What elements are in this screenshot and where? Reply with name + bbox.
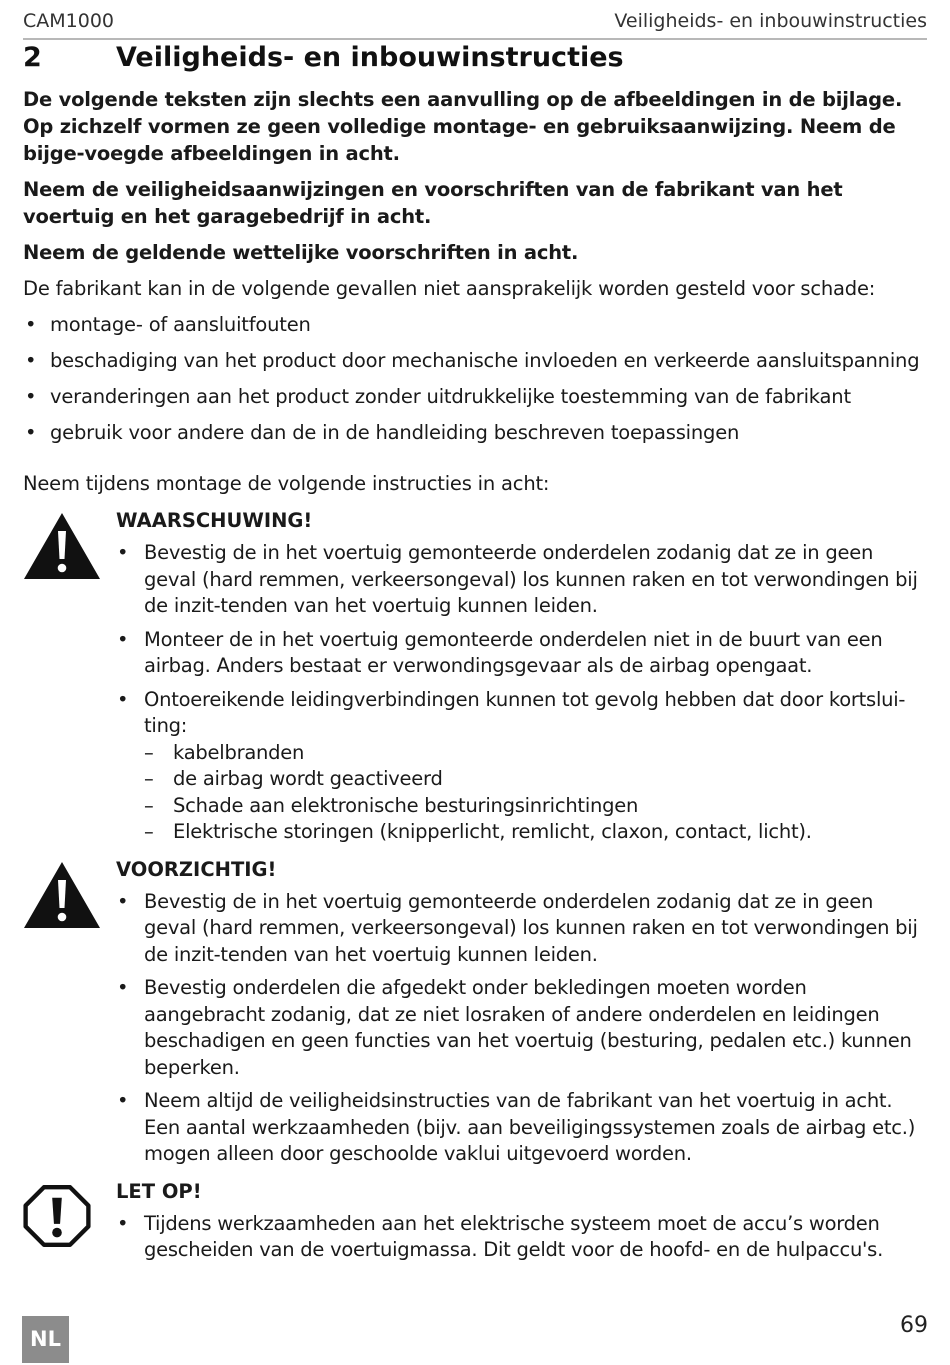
caution-list	[116, 889, 928, 1168]
bullet-icon: •	[25, 349, 37, 372]
sublist-item	[144, 740, 928, 767]
mounting-text: Neem tijdens montage de volgende instructies in acht:	[23, 472, 550, 495]
bullet-icon: •	[117, 687, 129, 711]
bullet-icon: •	[117, 1089, 129, 1112]
sublist-item	[144, 793, 928, 820]
intro-bold-paragraph: Neem de geldende wettelijke voorschriften in acht.	[23, 241, 579, 264]
list-item-text: Neem altijd de veiligheidsinstructies van de fabrikant van het voertuig in acht. Een aantal werkzaamheden (bijv. aan beveiligingssystemen zoals de airbag etc.) mogen alleen door geschoolde vaklui uitgevoerd worden.	[144, 1089, 916, 1165]
bullet-icon: •	[117, 889, 129, 913]
list-item	[116, 540, 928, 620]
dash-icon: –	[144, 793, 154, 817]
language-badge: NL	[22, 1316, 69, 1363]
list-item	[116, 627, 928, 680]
warning-block	[23, 507, 928, 846]
list-item-text: Ontoereikende leidingverbindingen kunnen tot gevolg hebben dat door kortslui-ting:	[144, 687, 906, 737]
sublist-item	[144, 819, 928, 846]
list-item-text: gebruik voor andere dan de in de handleiding beschreven toepassingen	[50, 421, 740, 444]
header-section: Veiligheids- en inbouwinstructies	[614, 10, 927, 32]
dash-icon: –	[144, 820, 154, 843]
notice-octagon-icon	[23, 1182, 91, 1250]
list-item-text: veranderingen aan het product zonder uitdrukkelijke toestemming van de fabrikant	[50, 385, 851, 408]
caution-title: VOORZICHTIG!	[116, 857, 277, 881]
list-item-text: Bevestig de in het voertuig gemonteerde onderdelen zodanig dat ze in geen geval (hard remmen, verkeersongeval) los kunnen raken en tot verwondingen bij de inzit-tenden van het voertuig kunnen leiden.	[144, 541, 918, 617]
warning-triangle-icon	[23, 860, 101, 932]
running-header	[23, 8, 927, 40]
section-title: Veiligheids- en inbouwinstructies	[116, 42, 624, 73]
notice-block	[23, 1178, 928, 1264]
list-item-text: Bevestig de in het voertuig gemonteerde onderdelen zodanig dat ze in geen geval (hard remmen, verkeersongeval) los kunnen raken en tot verwondingen bij de inzit-tenden van het voertuig kunnen leiden.	[144, 889, 918, 966]
warning-list	[116, 540, 928, 846]
bullet-icon: •	[117, 1211, 129, 1235]
list-item	[23, 383, 928, 410]
bullet-icon: •	[117, 976, 129, 999]
bullet-icon: •	[25, 421, 37, 444]
list-item	[116, 1211, 928, 1264]
sublist-item-text: Elektrische storingen (knipperlicht, remlicht, claxon, contact, licht).	[173, 820, 812, 843]
intro-bold-paragraph: Neem de veiligheidsaanwijzingen en voorschriften van de fabrikant van het voertuig en het garagebedrijf in acht.	[23, 178, 843, 228]
list-item	[116, 975, 928, 1081]
list-item	[23, 311, 928, 338]
list-item	[116, 1088, 928, 1168]
list-item	[23, 419, 928, 446]
dash-icon: –	[144, 767, 154, 790]
page-number: 69	[900, 1313, 928, 1338]
dash-icon: –	[144, 740, 154, 764]
list-item	[116, 687, 928, 846]
bullet-icon: •	[25, 313, 37, 336]
liability-text: De fabrikant kan in de volgende gevallen niet aansprakelijk worden gesteld voor schade:	[23, 277, 876, 300]
warning-triangle-icon	[23, 511, 101, 583]
spacer	[23, 455, 928, 470]
sublist-item-text: Schade aan elektronische besturingsinrichtingen	[173, 793, 639, 817]
intro-bold-paragraph: De volgende teksten zijn slechts een aanvulling op de afbeeldingen in de bijlage. Op zichzelf vormen ze geen volledige montage- en gebruiksaanwijzing. Neem de bijge-voegde afbeeldingen in acht.	[23, 88, 903, 165]
bullet-icon: •	[25, 385, 37, 408]
list-item-text: Bevestig onderdelen die afgedekt onder bekledingen moeten worden aangebracht zodanig, dat ze niet losraken of andere onderdelen en leidingen beschadigen en geen functies van het voertuig (besturing, pedalen etc.) kunnen beperken.	[144, 976, 912, 1079]
sublist-item-text: de airbag wordt geactiveerd	[173, 767, 443, 790]
bullet-icon: •	[117, 627, 129, 651]
main-content	[23, 86, 928, 1271]
sublist-item	[144, 766, 928, 793]
caution-block	[23, 856, 928, 1168]
liability-list	[23, 311, 928, 446]
list-item-text: Monteer de in het voertuig gemonteerde onderdelen niet in de buurt van een airbag. Anders bestaat er verwondingsgevaar als de airbag opengaat.	[144, 627, 883, 677]
list-item-text: beschadiging van het product door mechanische invloeden en verkeerde aansluitspanning	[50, 349, 920, 372]
list-item-text: montage- of aansluitfouten	[50, 313, 311, 336]
notice-list	[116, 1211, 928, 1264]
bullet-icon: •	[117, 541, 129, 564]
list-item	[116, 889, 928, 969]
warning-title: WAARSCHUWING!	[116, 509, 313, 532]
notice-title: LET OP!	[116, 1179, 202, 1203]
warning-sublist	[144, 740, 928, 846]
section-number: 2	[23, 42, 42, 73]
list-item	[23, 347, 928, 374]
sublist-item-text: kabelbranden	[173, 740, 305, 764]
list-item-text: Tijdens werkzaamheden aan het elektrische systeem moet de accu’s worden gescheiden van de voertuigmassa. Dit geldt voor de hoofd- en de hulpaccu's.	[144, 1211, 884, 1261]
header-product: CAM1000	[23, 10, 115, 32]
